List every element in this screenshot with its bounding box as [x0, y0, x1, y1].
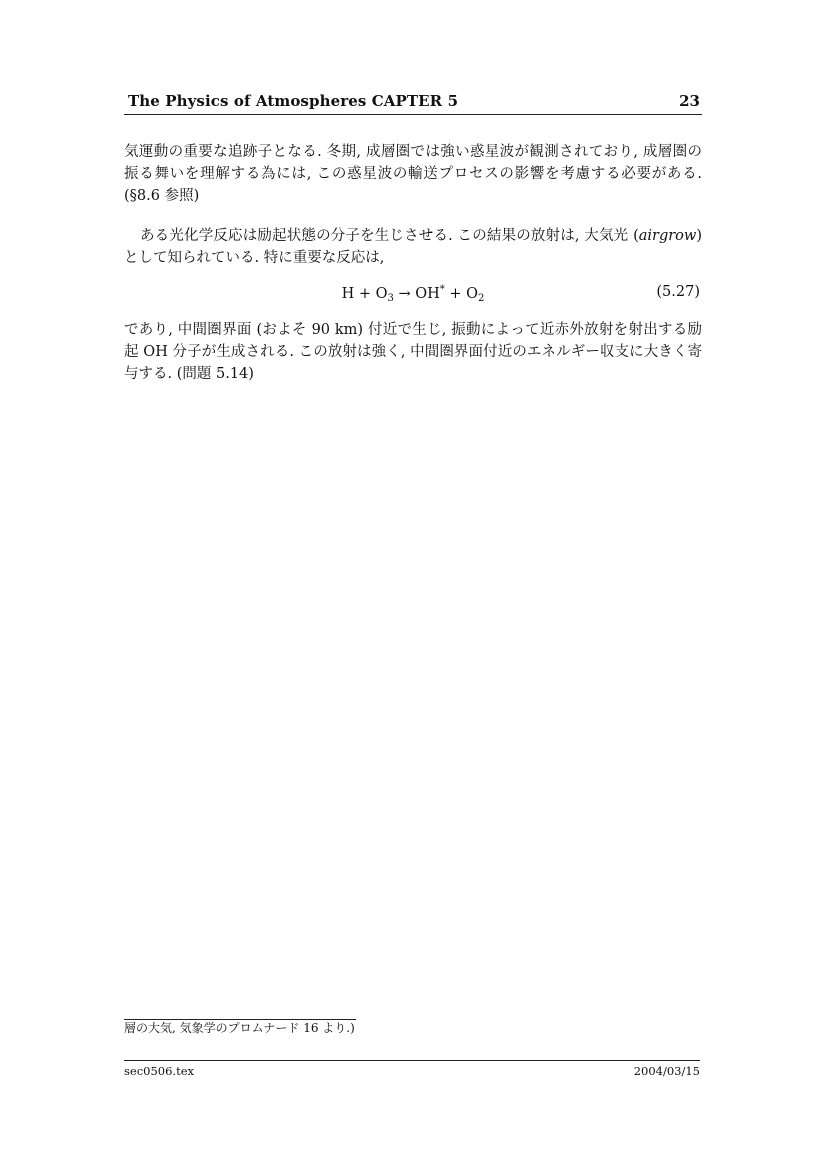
paragraph-3: であり, 中間圏界面 (およそ 90 km) 付近で生じ, 振動によって近赤外放射を射出する励起 OH 分子が生成される. この放射は強く, 中間圏界面付近のエネルギー収支に大きく寄与する. (問題 5.14) [124, 322, 702, 382]
footer-rule [124, 1060, 700, 1061]
running-header [124, 90, 702, 114]
eq-part-3: + O [444, 286, 479, 302]
paragraph-2-text-before: ある光化学反応は励起状態の分子を生じさせる. この結果の放射は, 大気光 ( [140, 228, 639, 244]
footer-filename: sec0506.tex [124, 1064, 194, 1078]
footnote: 層の大気, 気象学のプロムナード 16 より.) [124, 1021, 355, 1035]
eq-superscript-star: * [439, 284, 445, 295]
paragraph-2 [124, 225, 702, 269]
airgrow-term: airgrow [638, 228, 697, 244]
eq-part-2: → OH [393, 286, 440, 302]
header-title: The Physics of Atmospheres CAPTER 5 [128, 92, 459, 110]
footer-date: 2004/03/15 [633, 1064, 700, 1078]
equation-number: (5.27) [656, 284, 700, 300]
paragraph-2-text-after: ) として知られている. 特に重要な反応は, [124, 228, 702, 266]
equation-5-27 [124, 282, 702, 306]
paragraph-1: 気運動の重要な追跡子となる. 冬期, 成層圏では強い惑星波が観測されており, 成層圏の振る舞いを理解する為には, この惑星波の輸送プロセスの影響を考慮する必要がある. (§8.6 参照) [124, 144, 702, 204]
eq-subscript-3: 3 [387, 293, 394, 304]
eq-part-1: H + O [341, 286, 388, 302]
eq-subscript-2: 2 [478, 293, 485, 304]
page-number: 23 [679, 92, 700, 110]
equation-body [124, 284, 702, 304]
header-rule [124, 114, 702, 115]
